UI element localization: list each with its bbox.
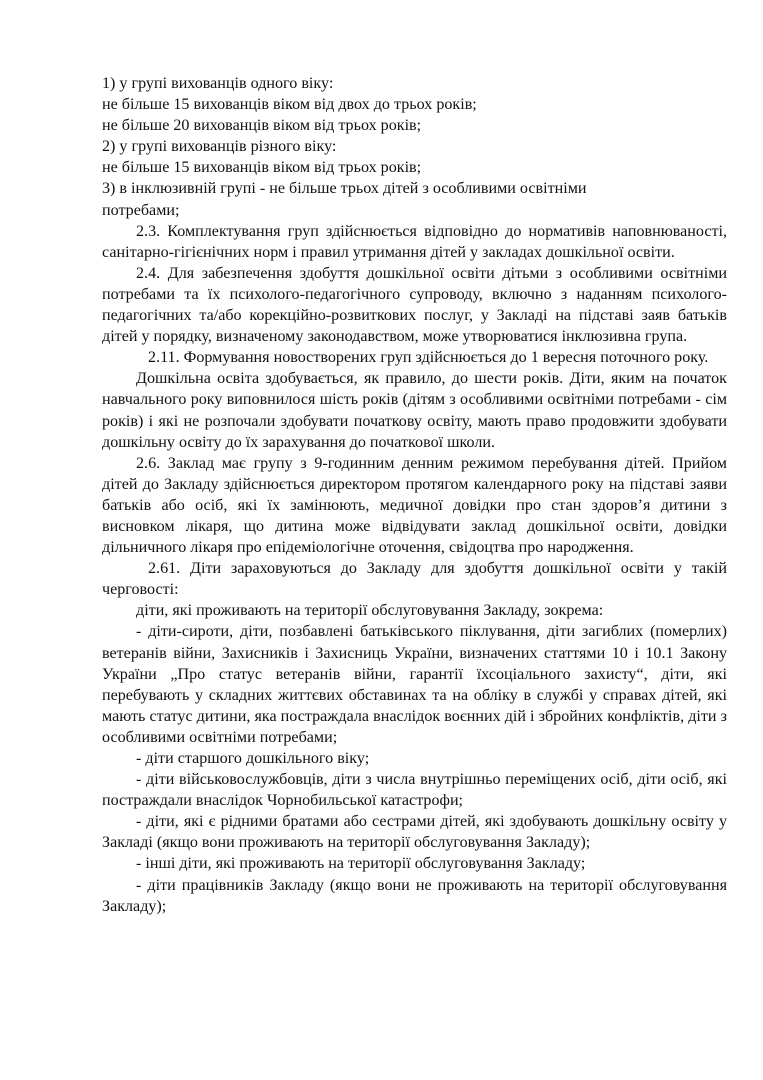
list-item: - діти-сироти, діти, позбавлені батьківського піклування, діти загиблих (померлих) ветеранів війни, Захисників і Захисниць України, визначених статтями 10 і 10.1 Закону України „Про статус ветеранів війни, гарантії їхсоціального захисту“, діти, які перебувають у складних життєвих обставинах та на обліку в службі у справах дітей, які мають статус дитини, яка постраждала внаслідок воєнних дій і збройних конфліктів, діти з особливими освітніми потребами; (102, 623, 727, 746)
paragraph-2-6: 2.6. Заклад має групу з 9-годинним денним режимом перебування дітей. Прийом дітей до Закладу здійснюється директором протягом календарного року на підставі заяви батьків або осіб, які їх замінюють, медичної довідки про стан здоров’я дитини з висновком лікаря, що дитина може відвідувати заклад дошкільної освіти, довідки дільничного лікаря про епідеміологічне оточення, свідоцтва про народження. (102, 454, 727, 557)
opening-line-7: потребами; (102, 201, 180, 219)
opening-line-3: не більше 20 вихованців віком від трьох років; (102, 117, 422, 135)
document-page (102, 73, 727, 917)
paragraph-2-11: 2.11. Формування новостворених груп здійснюється до 1 вересня поточного року. (148, 349, 709, 367)
opening-line-1: 1) у групі вихованців одного віку: (102, 75, 334, 92)
list-item: - діти військовослужбовців, діти з числа внутрішньо переміщених осіб, діти осіб, які постраждали внаслідок Чорнобильської катастрофи; (102, 771, 727, 810)
opening-line-5: не більше 15 вихованців віком від трьох років; (102, 159, 422, 177)
paragraph-2-3: 2.3. Комплектування груп здійснюється відповідно до нормативів наповнюваності, санітарно-гігієнічних норм і правил утримання дітей у закладах дошкільної освіти. (102, 222, 727, 261)
paragraph-2-61: 2.61. Діти зараховуються до Закладу для здобуття дошкільної освіти у такій черговості: (102, 560, 727, 599)
opening-line-4: 2) у групі вихованців різного віку: (102, 138, 337, 156)
paragraph-residents: діти, які проживають на території обслуговування Закладу, зокрема: (136, 602, 604, 620)
paragraph-preschool-age: Дошкільна освіта здобувається, як правило, до шести років. Діти, яким на початок навчального року виповнилося шість років (дітям з особливими освітніми потребами - сім років) і які не розпочали здобувати початкову освіту, мають право продовжити здобувати дошкільну освіту до їх зарахування до початкової школи. (102, 370, 727, 451)
list-item: - діти, які є рідними братами або сестрами дітей, які здобувають дошкільну освіту у Закладі (якщо вони проживають на території обслуговування Закладу); (102, 813, 727, 852)
paragraph-2-4: 2.4. Для забезпечення здобуття дошкільної освіти дітьми з особливими освітніми потребами та їх психолого-педагогічного супроводу, включно з наданням психолого-педагогічних та/або корекційно-розвиткових послуг, у Закладі на підставі заяв батьків дітей у порядку, визначеному законодавством, може утворюватися інклюзивна група. (102, 264, 727, 346)
list-item: - діти працівників Закладу (якщо вони не проживають на території обслуговування Закладу); (102, 876, 727, 915)
opening-line-6: 3) в інклюзивній групі - не більше трьох дітей з особливими освітніми (102, 180, 587, 198)
list-item: - діти старшого дошкільного віку; (136, 750, 370, 767)
list-item: - інші діти, які проживають на території обслуговування Закладу; (136, 855, 586, 873)
opening-line-2: не більше 15 вихованців віком від двох до трьох років; (102, 96, 477, 114)
